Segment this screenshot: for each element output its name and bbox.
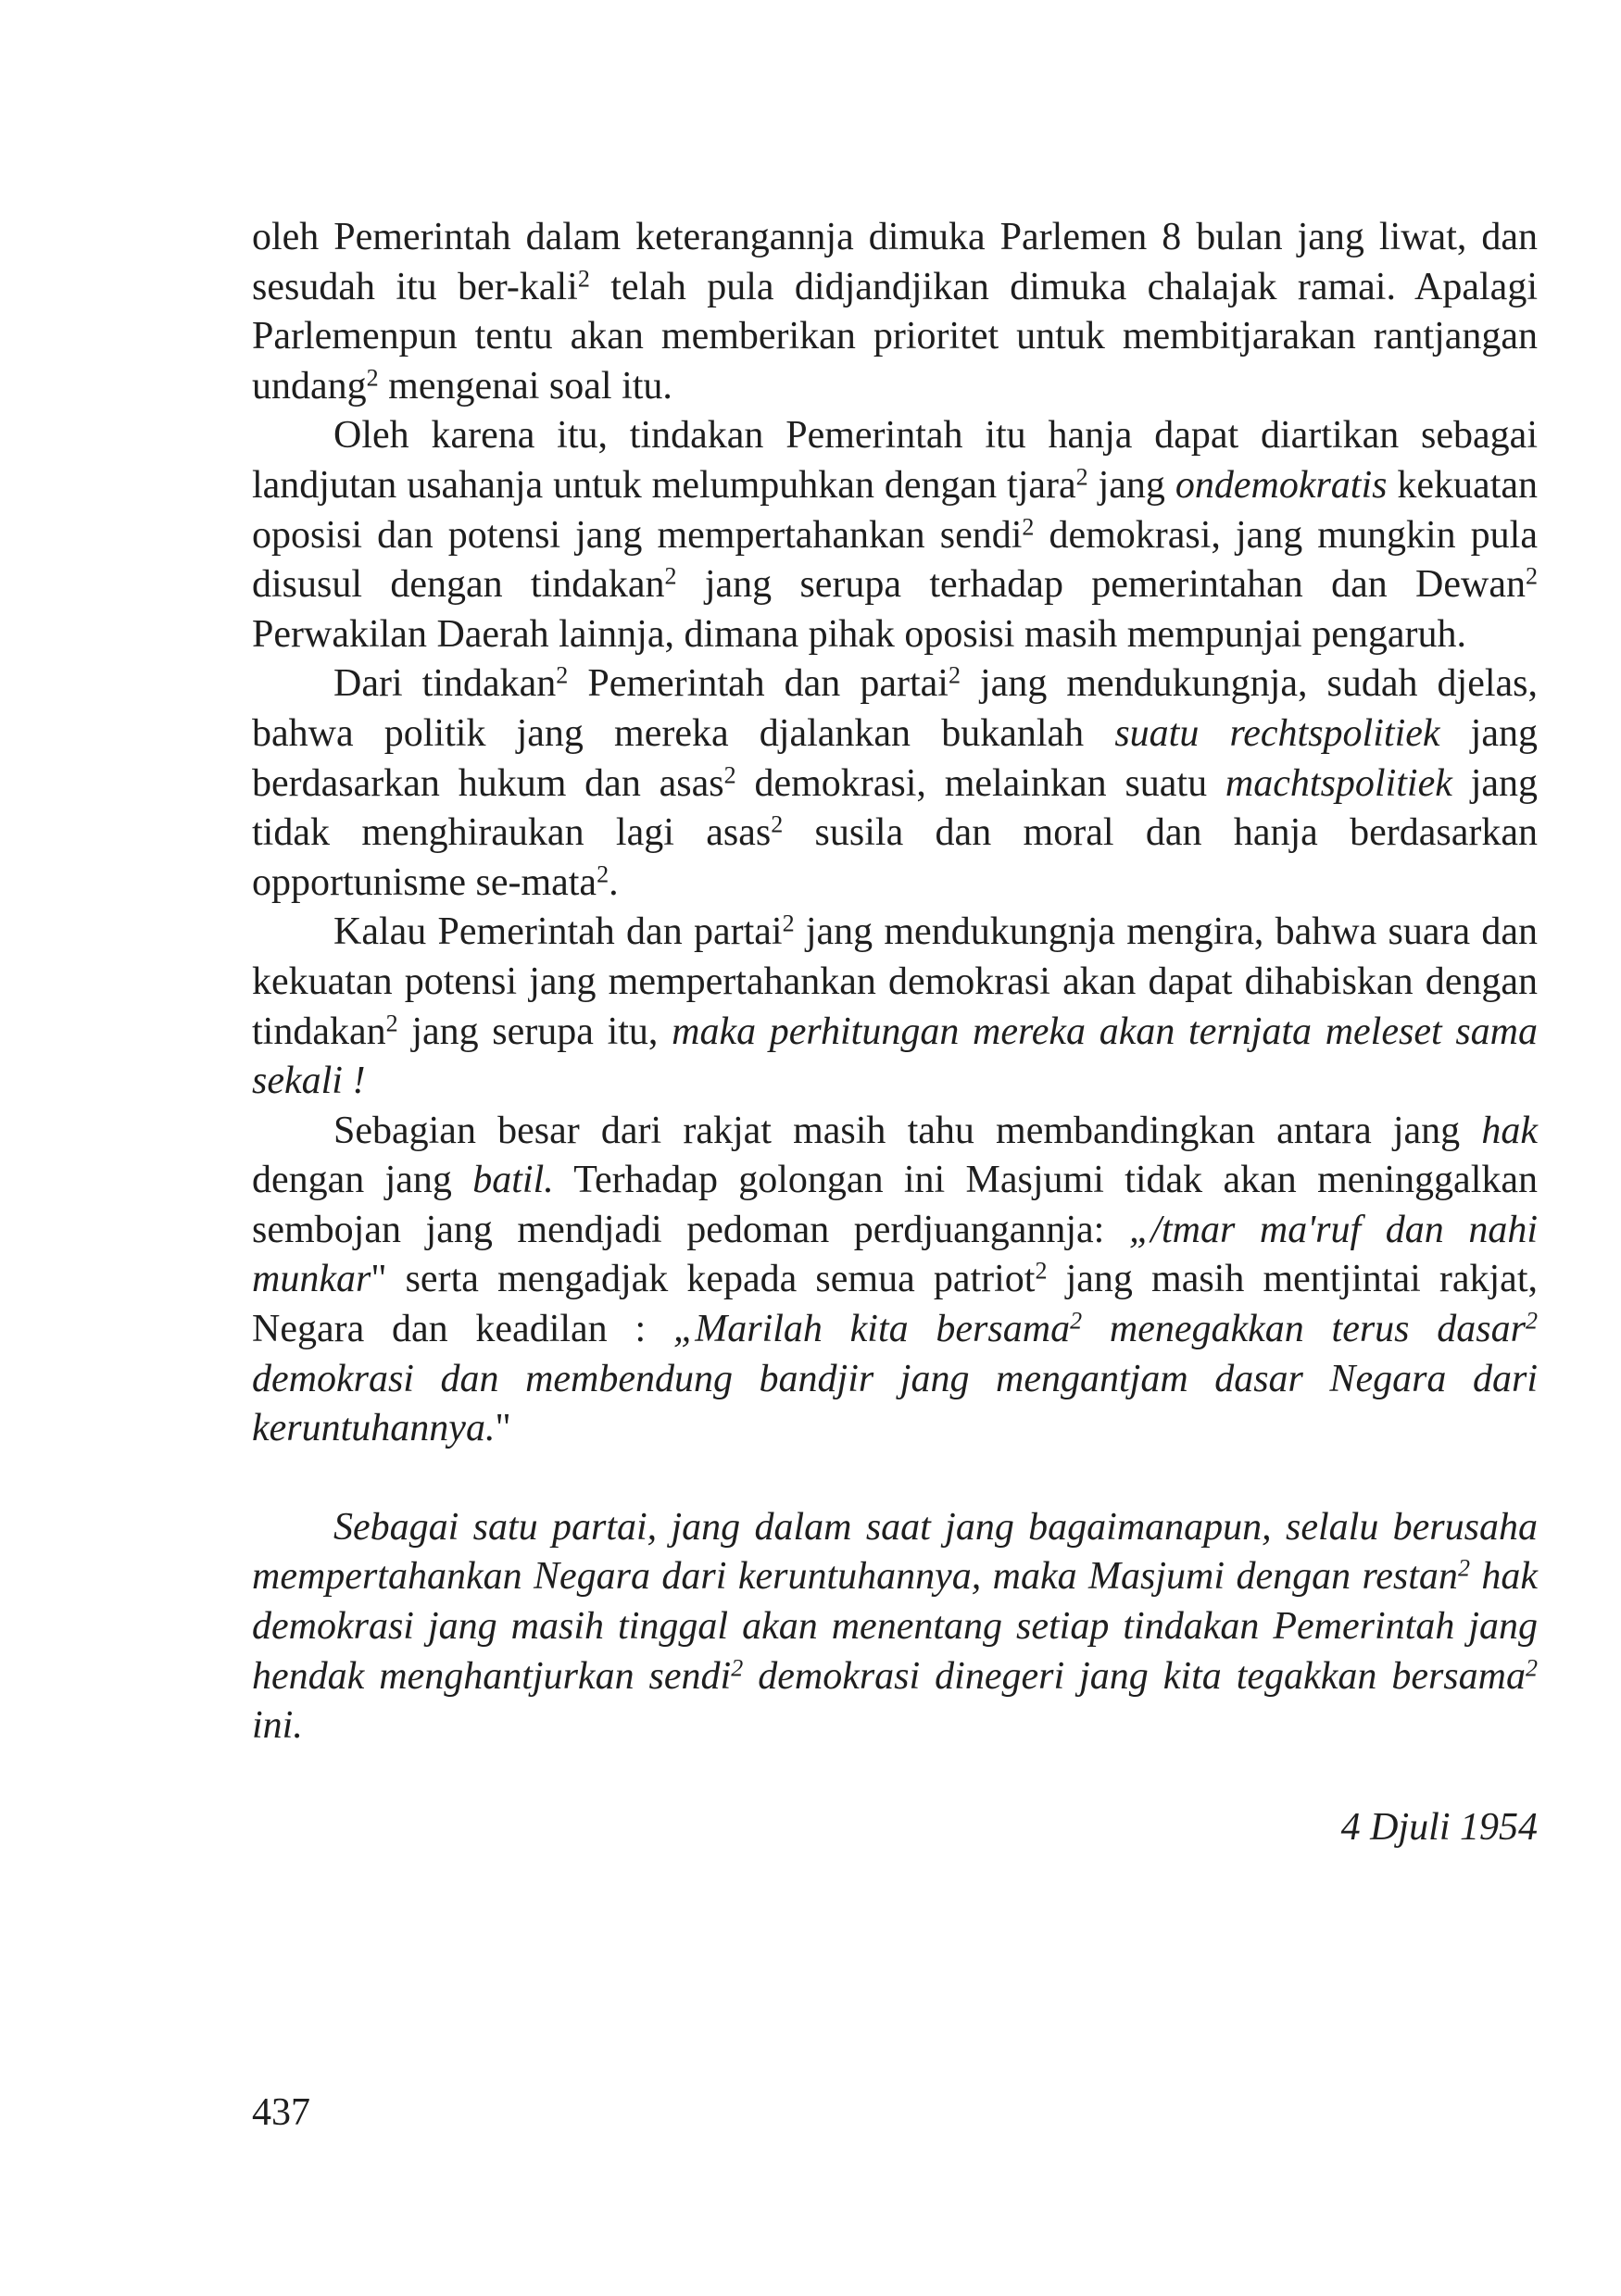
text-run: telah pula didjandjikan dimuka chalajak ramai. Apalagi Parlemenpun tentu akan memberikan prioritet untuk membitjarakan rantjangan undang [252, 265, 1538, 408]
text-run: Oleh karena itu, tindakan Pemerintah itu hanja dapat diartikan sebagai landjutan usahanja untuk melumpuhkan dengan tjara [252, 414, 1538, 507]
paragraph [252, 213, 1538, 411]
text-run: Pemerintah dan partai [568, 662, 949, 706]
text-run: jang serupa terhadap pemerintahan dan Dewan [676, 563, 1526, 607]
text-run: " serta mengadjak kepada semua patriot [371, 1258, 1036, 1301]
page-body [252, 213, 1538, 1852]
text-run: jang serupa itu, [397, 1010, 672, 1053]
italic-text: batil. [472, 1159, 554, 1202]
superscript-mark: 2 [782, 910, 795, 937]
text-run: jang mendukungnja mengira, bahwa suara dan kekuatan potensi jang mempertahankan demokrasi akan dapat dihabiskan dengan tindakan [252, 910, 1538, 1053]
superscript-mark: 2 [1070, 1307, 1083, 1335]
italic-text: maka perhitungan mereka akan ternjata meleset sama sekali ! [252, 1010, 1538, 1103]
text-run: jang masih mentjintai rakjat, Negara dan keadilan : [252, 1258, 1538, 1351]
text-run: jang mendukungnja, sudah djelas, bahwa politik jang mereka djalankan bukanlah [252, 662, 1539, 755]
superscript-mark: 2 [556, 661, 569, 689]
text-run: jang berdasarkan hukum dan asas [252, 711, 1538, 805]
text-run: Sebagai satu partai, jang dalam saat jang bagaimanapun, selalu berusaha mempertahankan Negara dari keruntuhannya, maka Masjumi dengan restan [252, 1505, 1538, 1599]
superscript-mark: 2 [597, 860, 609, 888]
paragraph [252, 659, 1538, 908]
text-run: mengenai soal itu. [378, 364, 672, 408]
italic-text: menegakkan terus dasar [1082, 1308, 1526, 1351]
text-run: demokrasi, melainkan suatu [735, 761, 1225, 805]
text-run: Perwakilan Daerah lainnja, dimana pihak oposisi masih mempunjai pengaruh. [252, 612, 1466, 656]
closing-paragraph [252, 1503, 1538, 1751]
text-run: jang tidak menghiraukan lagi asas [252, 761, 1538, 855]
text-run: demokrasi, jang mungkin pula disusul dengan tindakan [252, 513, 1538, 607]
text-run: jang [1087, 463, 1175, 507]
superscript-mark: 2 [366, 364, 379, 392]
text-run: demokrasi dinegeri jang kita tegakkan bersama [743, 1654, 1526, 1698]
text-run: Sebagian besar dari rakjat masih tahu membandingkan antara jang [333, 1109, 1482, 1152]
text-run: susila dan moral dan hanja berdasarkan opportunisme se-mata [252, 811, 1538, 904]
text-run: oleh Pemerintah dalam keterangannja dimuka Parlemen 8 bulan jang liwat, dan sesudah itu ber-kali [252, 216, 1538, 308]
superscript-mark: 2 [1457, 1554, 1470, 1582]
text-run: Terhadap golongan ini Masjumi tidak akan meninggalkan sembojan jang mendjadi pedoman perdjuangannja: [252, 1159, 1539, 1251]
page-number: 437 [252, 2091, 310, 2134]
text-run: ini. [252, 1704, 303, 1748]
document-date: 4 Djuli 1954 [1340, 1805, 1538, 1849]
superscript-mark: 2 [1022, 513, 1035, 541]
superscript-mark: 2 [771, 810, 784, 838]
superscript-mark: 2 [1075, 463, 1088, 491]
text-run: Dari tindakan [333, 662, 557, 706]
superscript-mark: 2 [723, 761, 736, 788]
superscript-mark: 2 [1525, 1654, 1538, 1682]
superscript-mark: 2 [1525, 562, 1538, 590]
superscript-mark: 2 [385, 1009, 398, 1036]
superscript-mark: 2 [1525, 1307, 1538, 1335]
italic-text: „/tmar ma'ruf dan nahi munkar [252, 1208, 1538, 1301]
paragraph [252, 1107, 1538, 1454]
italic-text: ondemokratis [1175, 463, 1388, 507]
text-run: hak demokrasi jang masih tinggal akan menentang setiap tindakan Pemerintah jang hendak menghantjurkan sendi [252, 1555, 1538, 1698]
text-run: " [495, 1407, 511, 1450]
text-run: Kalau Pemerintah dan partai [333, 910, 783, 954]
paragraph [252, 908, 1538, 1106]
italic-text: demokrasi dan membendung bandjir jang mengantjam dasar Negara dari keruntuhannya. [252, 1357, 1538, 1450]
italic-text: suatu rechtspolitiek [1114, 711, 1440, 755]
italic-text: machtspolitiek [1225, 761, 1452, 805]
italic-text: hak [1481, 1109, 1538, 1152]
superscript-mark: 2 [948, 661, 961, 689]
superscript-mark: 2 [1035, 1257, 1048, 1285]
paragraph [252, 411, 1538, 659]
text-run: . [609, 860, 619, 904]
superscript-mark: 2 [577, 265, 590, 293]
text-run: kekuatan oposisi dan potensi jang mempertahankan sendi [252, 463, 1539, 557]
superscript-mark: 2 [664, 562, 677, 590]
italic-text: „Marilah kita bersama [672, 1308, 1071, 1351]
text-run: dengan jang [252, 1159, 473, 1202]
superscript-mark: 2 [731, 1654, 744, 1682]
